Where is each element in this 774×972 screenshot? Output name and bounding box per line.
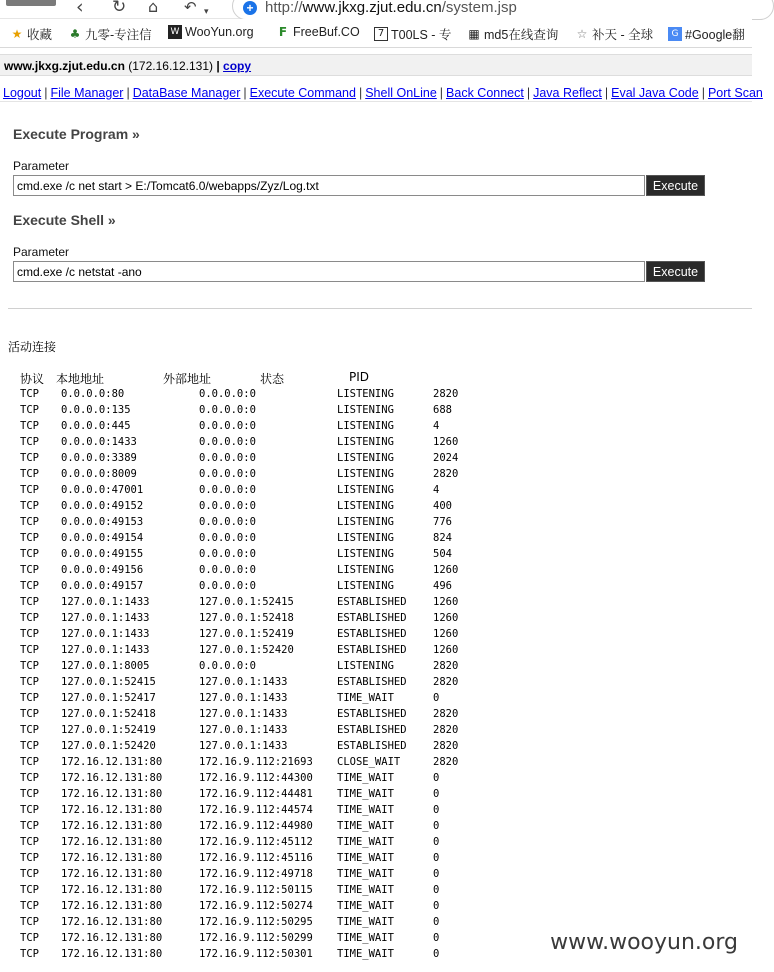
table-row <box>0 738 752 754</box>
cell-state: ESTABLISHED <box>337 740 407 752</box>
cell-state: TIME_WAIT <box>337 868 394 880</box>
bookmark-label: FreeBuf.CO <box>293 25 360 39</box>
menu-port-scan[interactable]: Port Scan <box>707 86 763 100</box>
cell-pid: 4 <box>433 484 440 496</box>
netstat-output <box>0 386 752 962</box>
cell-local-address: 0.0.0.0:49156 <box>61 564 144 576</box>
cell-pid: 4 <box>433 420 440 432</box>
cell-protocol: TCP <box>20 676 39 688</box>
cell-protocol: TCP <box>20 884 39 896</box>
cell-pid: 496 <box>433 580 452 592</box>
cell-protocol: TCP <box>20 836 39 848</box>
url-text[interactable]: http://www.jkxg.zjut.edu.cn/system.jsp <box>265 0 517 16</box>
table-row <box>0 434 752 450</box>
cell-pid: 2820 <box>433 708 459 720</box>
table-row <box>0 402 752 418</box>
cell-local-address: 0.0.0.0:8009 <box>61 468 137 480</box>
cell-protocol: TCP <box>20 452 39 464</box>
cell-remote-address: 172.16.9.112:44481 <box>199 788 313 800</box>
cell-pid: 1260 <box>433 644 459 656</box>
cell-protocol: TCP <box>20 868 39 880</box>
menu-separator: | <box>243 86 247 100</box>
menu-separator: | <box>526 86 531 100</box>
bookmark-label: 补天 - 全球 <box>592 28 654 42</box>
menu-shell-online[interactable]: Shell OnLine <box>365 86 437 100</box>
address-bar[interactable] <box>232 0 774 20</box>
cell-pid: 1260 <box>433 596 459 608</box>
cell-pid: 1260 <box>433 564 459 576</box>
table-row <box>0 754 752 770</box>
cell-local-address: 172.16.12.131:80 <box>61 932 163 944</box>
browser-tab[interactable] <box>6 0 56 6</box>
cell-local-address: 172.16.12.131:80 <box>61 900 163 912</box>
cell-protocol: TCP <box>20 772 39 784</box>
cell-remote-address: 0.0.0.0:0 <box>199 436 256 448</box>
cell-state: TIME_WAIT <box>337 820 394 832</box>
cell-remote-address: 127.0.0.1:1433 <box>199 676 288 688</box>
menu-java-reflect[interactable]: Java Reflect <box>533 86 602 100</box>
table-row <box>0 866 752 882</box>
cell-remote-address: 172.16.9.112:45112 <box>199 836 313 848</box>
execute-shell-button[interactable]: Execute <box>646 261 705 282</box>
cell-remote-address: 172.16.9.112:49718 <box>199 868 313 880</box>
cell-remote-address: 0.0.0.0:0 <box>199 516 256 528</box>
cell-pid: 0 <box>433 916 440 928</box>
bookmark-item[interactable] <box>668 25 745 43</box>
cell-remote-address: 127.0.0.1:1433 <box>199 692 288 704</box>
table-row <box>0 770 752 786</box>
cell-remote-address: 127.0.0.1:52419 <box>199 628 294 640</box>
cell-state: LISTENING <box>337 452 394 464</box>
cell-protocol: TCP <box>20 500 39 512</box>
cell-protocol: TCP <box>20 948 39 960</box>
table-row <box>0 674 752 690</box>
cell-local-address: 0.0.0.0:3389 <box>61 452 137 464</box>
cell-state: ESTABLISHED <box>337 708 407 720</box>
cell-local-address: 127.0.0.1:52417 <box>61 692 156 704</box>
cell-protocol: TCP <box>20 436 39 448</box>
cell-state: LISTENING <box>337 404 394 416</box>
cell-state: LISTENING <box>337 564 394 576</box>
cell-state: TIME_WAIT <box>337 852 394 864</box>
cell-pid: 504 <box>433 548 452 560</box>
bookmark-label: 九零-专注信 <box>85 28 152 42</box>
menu-execute-command[interactable]: Execute Command <box>249 86 356 100</box>
cell-protocol: TCP <box>20 852 39 864</box>
table-row <box>0 386 752 402</box>
cell-local-address: 127.0.0.1:1433 <box>61 596 150 608</box>
cell-protocol: TCP <box>20 916 39 928</box>
cell-pid: 0 <box>433 900 440 912</box>
table-row <box>0 914 752 930</box>
shell-parameter-label: Parameter <box>13 245 70 259</box>
cell-local-address: 127.0.0.1:52420 <box>61 740 156 752</box>
table-row <box>0 850 752 866</box>
bookmark-item[interactable] <box>168 25 254 39</box>
cell-local-address: 127.0.0.1:52415 <box>61 676 156 688</box>
cell-local-address: 0.0.0.0:49154 <box>61 532 144 544</box>
cell-remote-address: 0.0.0.0:0 <box>199 500 256 512</box>
bookmark-item[interactable] <box>276 25 360 39</box>
table-row <box>0 418 752 434</box>
cell-protocol: TCP <box>20 468 39 480</box>
execute-shell-title: Execute Shell » <box>13 212 116 228</box>
table-row <box>0 722 752 738</box>
cell-remote-address: 127.0.0.1:52420 <box>199 644 294 656</box>
tree-icon: ♣ <box>69 27 81 41</box>
cell-pid: 0 <box>433 772 440 784</box>
cell-state: LISTENING <box>337 532 394 544</box>
cell-pid: 2820 <box>433 388 459 400</box>
table-row <box>0 482 752 498</box>
host-separator: | <box>216 59 220 73</box>
menu-eval-java-code[interactable]: Eval Java Code <box>611 86 699 100</box>
cell-remote-address: 127.0.0.1:1433 <box>199 724 288 736</box>
cell-local-address: 172.16.12.131:80 <box>61 788 163 800</box>
cell-remote-address: 172.16.9.112:45116 <box>199 852 313 864</box>
cell-pid: 2820 <box>433 756 459 768</box>
menu-file-manager[interactable]: File Manager <box>50 86 124 100</box>
bookmark-label: 收藏 <box>27 28 53 42</box>
cell-remote-address: 172.16.9.112:21693 <box>199 756 313 768</box>
cell-local-address: 0.0.0.0:135 <box>61 404 131 416</box>
cell-remote-address: 172.16.9.112:44574 <box>199 804 313 816</box>
bookmark-label: T00LS - 专 <box>391 28 452 42</box>
table-row <box>0 466 752 482</box>
cell-local-address: 172.16.12.131:80 <box>61 868 163 880</box>
bookmark-item[interactable] <box>374 25 451 43</box>
program-parameter-input[interactable] <box>13 175 645 196</box>
chevron-down-icon[interactable]: ▾ <box>204 7 209 17</box>
table-row <box>0 690 752 706</box>
column-header-remote: 外部地址 <box>163 372 212 386</box>
cell-state: TIME_WAIT <box>337 916 394 928</box>
cell-pid: 688 <box>433 404 452 416</box>
bookmark-label: WooYun.org <box>185 25 254 39</box>
table-row <box>0 706 752 722</box>
cell-protocol: TCP <box>20 548 39 560</box>
table-row <box>0 882 752 898</box>
table-row <box>0 498 752 514</box>
cell-protocol: TCP <box>20 612 39 624</box>
table-row <box>0 530 752 546</box>
star-icon: ★ <box>11 27 23 41</box>
cell-state: LISTENING <box>337 660 394 672</box>
cell-local-address: 0.0.0.0:80 <box>61 388 125 400</box>
cell-local-address: 0.0.0.0:1433 <box>61 436 137 448</box>
cell-local-address: 127.0.0.1:52418 <box>61 708 156 720</box>
cell-local-address: 172.16.12.131:80 <box>61 836 163 848</box>
cell-local-address: 127.0.0.1:1433 <box>61 628 150 640</box>
bookmark-label: md5在线查询 <box>484 28 559 42</box>
cell-local-address: 127.0.0.1:8005 <box>61 660 150 672</box>
cell-protocol: TCP <box>20 740 39 752</box>
section-divider <box>8 308 752 309</box>
cell-state: ESTABLISHED <box>337 628 407 640</box>
cell-pid: 2820 <box>433 740 459 752</box>
cell-protocol: TCP <box>20 628 39 640</box>
cell-state: TIME_WAIT <box>337 900 394 912</box>
cell-remote-address: 0.0.0.0:0 <box>199 484 256 496</box>
cell-pid: 1260 <box>433 436 459 448</box>
cell-remote-address: 172.16.9.112:50299 <box>199 932 313 944</box>
cell-remote-address: 127.0.0.1:52418 <box>199 612 294 624</box>
menu-separator: | <box>44 86 48 100</box>
cell-protocol: TCP <box>20 564 39 576</box>
cell-remote-address: 0.0.0.0:0 <box>199 404 256 416</box>
execute-program-title: Execute Program » <box>13 126 140 142</box>
cell-remote-address: 0.0.0.0:0 <box>199 580 256 592</box>
home-icon[interactable]: ⌂ <box>148 0 159 16</box>
cell-remote-address: 0.0.0.0:0 <box>199 420 256 432</box>
wooyun-icon: W <box>168 25 182 39</box>
refresh-icon[interactable]: ↻ <box>112 0 127 17</box>
cell-local-address: 127.0.0.1:52419 <box>61 724 156 736</box>
cell-state: ESTABLISHED <box>337 644 407 656</box>
cell-remote-address: 172.16.9.112:44300 <box>199 772 313 784</box>
bookmark-item[interactable] <box>575 25 653 43</box>
column-header-protocol: 协议 <box>20 372 45 386</box>
table-row <box>0 786 752 802</box>
host-name: www.jkxg.zjut.edu.cn <box>4 59 125 73</box>
table-row <box>0 658 752 674</box>
cell-state: LISTENING <box>337 436 394 448</box>
menu-separator: | <box>604 86 609 100</box>
shell-menu <box>0 84 763 102</box>
output-heading: 活动连接 <box>8 340 57 354</box>
bookmark-item[interactable] <box>68 25 152 43</box>
cell-pid: 0 <box>433 788 440 800</box>
cell-local-address: 127.0.0.1:1433 <box>61 612 150 624</box>
cell-local-address: 172.16.12.131:80 <box>61 916 163 928</box>
table-row <box>0 450 752 466</box>
cell-state: LISTENING <box>337 388 394 400</box>
table-row <box>0 834 752 850</box>
bookmarks-bar <box>0 19 752 48</box>
bookmark-item[interactable] <box>10 25 52 43</box>
cell-pid: 0 <box>433 692 440 704</box>
cell-pid: 1260 <box>433 612 459 624</box>
copy-link[interactable]: copy <box>223 59 252 73</box>
bookmark-item[interactable] <box>467 25 558 43</box>
table-row <box>0 802 752 818</box>
cell-state: TIME_WAIT <box>337 772 394 784</box>
menu-separator: | <box>439 86 444 100</box>
cell-remote-address: 0.0.0.0:0 <box>199 452 256 464</box>
cell-state: TIME_WAIT <box>337 884 394 896</box>
cell-state: LISTENING <box>337 500 394 512</box>
cell-protocol: TCP <box>20 820 39 832</box>
cell-state: ESTABLISHED <box>337 724 407 736</box>
menu-database-manager[interactable]: DataBase Manager <box>132 86 241 100</box>
menu-separator: | <box>126 86 130 100</box>
cell-pid: 2820 <box>433 468 459 480</box>
cell-pid: 0 <box>433 948 440 960</box>
cell-remote-address: 0.0.0.0:0 <box>199 660 256 672</box>
cell-remote-address: 172.16.9.112:44980 <box>199 820 313 832</box>
table-row <box>0 578 752 594</box>
table-row <box>0 514 752 530</box>
table-row <box>0 642 752 658</box>
cell-local-address: 172.16.12.131:80 <box>61 852 163 864</box>
cell-local-address: 172.16.12.131:80 <box>61 756 163 768</box>
cell-protocol: TCP <box>20 388 39 400</box>
cell-local-address: 127.0.0.1:1433 <box>61 644 150 656</box>
cell-local-address: 0.0.0.0:445 <box>61 420 131 432</box>
cell-protocol: TCP <box>20 644 39 656</box>
menu-back-connect[interactable]: Back Connect <box>446 86 524 100</box>
table-row <box>0 562 752 578</box>
cell-remote-address: 0.0.0.0:0 <box>199 532 256 544</box>
column-header-pid: PID <box>349 370 370 384</box>
cell-state: TIME_WAIT <box>337 692 394 704</box>
column-header-local: 本地地址 <box>56 372 105 386</box>
translate-icon: G <box>668 27 682 41</box>
cell-protocol: TCP <box>20 404 39 416</box>
cell-state: LISTENING <box>337 548 394 560</box>
cell-state: CLOSE_WAIT <box>337 756 401 768</box>
shield-icon: + <box>243 1 257 15</box>
cell-remote-address: 0.0.0.0:0 <box>199 564 256 576</box>
cell-state: ESTABLISHED <box>337 676 407 688</box>
cell-pid: 0 <box>433 868 440 880</box>
host-ip: (172.16.12.131) <box>128 59 213 73</box>
watermark: www.wooyun.org <box>546 930 742 955</box>
cell-state: TIME_WAIT <box>337 932 394 944</box>
freebuf-icon: F <box>278 25 288 39</box>
cell-protocol: TCP <box>20 516 39 528</box>
cell-pid: 0 <box>433 884 440 896</box>
undo-icon[interactable]: ↶ <box>184 0 197 16</box>
output-column-headers <box>20 370 520 384</box>
cell-remote-address: 172.16.9.112:50115 <box>199 884 313 896</box>
cell-pid: 0 <box>433 820 440 832</box>
cell-state: LISTENING <box>337 484 394 496</box>
butian-icon: ☆ <box>576 27 588 41</box>
bookmark-label: #Google翻 <box>685 28 745 42</box>
cell-state: LISTENING <box>337 516 394 528</box>
menu-separator: | <box>701 86 705 100</box>
cell-protocol: TCP <box>20 788 39 800</box>
table-row <box>0 610 752 626</box>
host-bar <box>0 54 752 76</box>
cell-remote-address: 127.0.0.1:1433 <box>199 740 288 752</box>
cell-protocol: TCP <box>20 660 39 672</box>
table-row <box>0 626 752 642</box>
cell-pid: 2820 <box>433 676 459 688</box>
table-row <box>0 594 752 610</box>
cell-protocol: TCP <box>20 692 39 704</box>
cell-protocol: TCP <box>20 580 39 592</box>
cell-protocol: TCP <box>20 724 39 736</box>
cell-pid: 824 <box>433 532 452 544</box>
cell-pid: 400 <box>433 500 452 512</box>
cell-local-address: 0.0.0.0:49155 <box>61 548 144 560</box>
cell-local-address: 172.16.12.131:80 <box>61 804 163 816</box>
cell-local-address: 0.0.0.0:49157 <box>61 580 144 592</box>
execute-program-button[interactable]: Execute <box>646 175 705 196</box>
cell-state: ESTABLISHED <box>337 596 407 608</box>
grid-icon: ▦ <box>468 27 480 41</box>
cell-pid: 0 <box>433 852 440 864</box>
cell-local-address: 0.0.0.0:49152 <box>61 500 144 512</box>
cell-remote-address: 172.16.9.112:50274 <box>199 900 313 912</box>
column-header-state: 状态 <box>260 372 285 386</box>
cell-pid: 0 <box>433 932 440 944</box>
cell-pid: 2024 <box>433 452 459 464</box>
table-row <box>0 546 752 562</box>
menu-separator: | <box>358 86 363 100</box>
back-icon[interactable]: ‹ <box>76 0 84 18</box>
cell-protocol: TCP <box>20 420 39 432</box>
cell-protocol: TCP <box>20 756 39 768</box>
cell-local-address: 172.16.12.131:80 <box>61 820 163 832</box>
cell-remote-address: 0.0.0.0:0 <box>199 468 256 480</box>
cell-remote-address: 172.16.9.112:50301 <box>199 948 313 960</box>
cell-protocol: TCP <box>20 804 39 816</box>
cell-state: ESTABLISHED <box>337 612 407 624</box>
cell-pid: 776 <box>433 516 452 528</box>
cell-pid: 2820 <box>433 660 459 672</box>
cell-state: TIME_WAIT <box>337 804 394 816</box>
cell-state: LISTENING <box>337 580 394 592</box>
cell-protocol: TCP <box>20 596 39 608</box>
cell-state: TIME_WAIT <box>337 836 394 848</box>
cell-state: LISTENING <box>337 420 394 432</box>
table-row <box>0 898 752 914</box>
cell-remote-address: 127.0.0.1:1433 <box>199 708 288 720</box>
cell-state: TIME_WAIT <box>337 948 394 960</box>
program-parameter-label: Parameter <box>13 159 70 173</box>
menu-logout[interactable]: Logout <box>3 86 42 100</box>
cell-state: LISTENING <box>337 468 394 480</box>
cell-local-address: 0.0.0.0:47001 <box>61 484 144 496</box>
cell-protocol: TCP <box>20 708 39 720</box>
cell-protocol: TCP <box>20 932 39 944</box>
cell-remote-address: 172.16.9.112:50295 <box>199 916 313 928</box>
cell-remote-address: 0.0.0.0:0 <box>199 548 256 560</box>
cell-local-address: 172.16.12.131:80 <box>61 948 163 960</box>
cell-state: TIME_WAIT <box>337 788 394 800</box>
cell-pid: 1260 <box>433 628 459 640</box>
shell-parameter-input[interactable] <box>13 261 645 282</box>
cell-local-address: 172.16.12.131:80 <box>61 884 163 896</box>
cell-remote-address: 127.0.0.1:52415 <box>199 596 294 608</box>
cell-protocol: TCP <box>20 484 39 496</box>
table-row <box>0 818 752 834</box>
cell-protocol: TCP <box>20 532 39 544</box>
cell-pid: 0 <box>433 836 440 848</box>
browser-toolbar <box>0 0 752 19</box>
cell-protocol: TCP <box>20 900 39 912</box>
cell-local-address: 172.16.12.131:80 <box>61 772 163 784</box>
cell-pid: 2820 <box>433 724 459 736</box>
cell-local-address: 0.0.0.0:49153 <box>61 516 144 528</box>
cell-remote-address: 0.0.0.0:0 <box>199 388 256 400</box>
tools-icon: 7 <box>374 27 388 41</box>
cell-pid: 0 <box>433 804 440 816</box>
